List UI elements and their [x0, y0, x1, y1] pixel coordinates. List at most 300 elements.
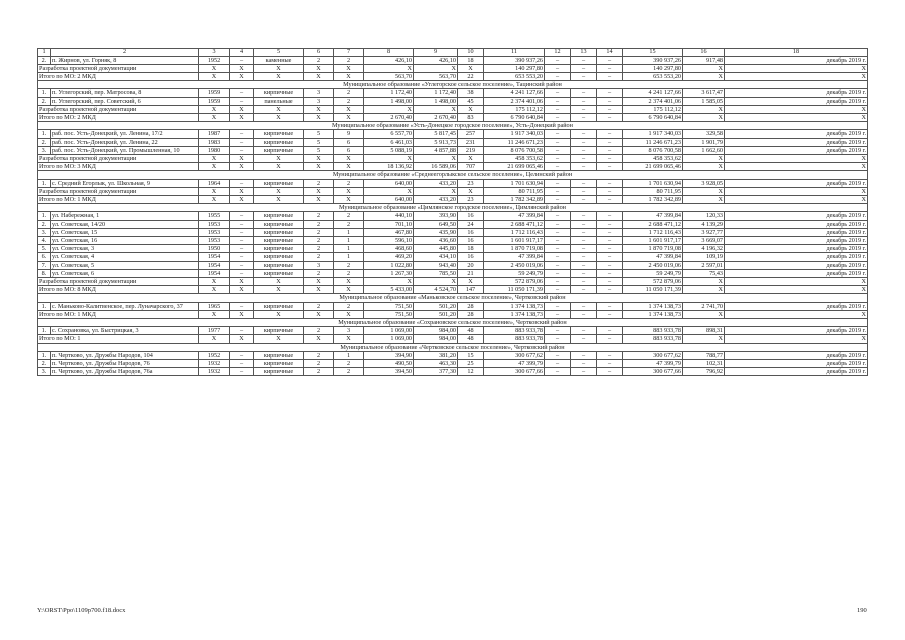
table-cell: X — [334, 286, 364, 294]
table-cell: 440,10 — [364, 212, 414, 220]
table-cell: – — [230, 269, 254, 277]
table-cell: 3 927,77 — [683, 228, 725, 236]
table-cell: ул. Советская, 5 — [51, 261, 199, 269]
table-cell: 2 670,40 — [414, 113, 458, 121]
table-cell: ул. Советская, 15 — [51, 228, 199, 236]
table-cell: – — [545, 163, 571, 171]
table-cell: X — [199, 195, 230, 203]
table-cell: 640,00 — [364, 179, 414, 187]
table-cell: X — [458, 64, 484, 72]
table-cell: X — [683, 335, 725, 343]
table-cell: 390 937,26 — [484, 56, 545, 64]
table-cell: – — [545, 56, 571, 64]
table-cell: 16 589,06 — [414, 163, 458, 171]
column-number: 15 — [623, 49, 683, 57]
table-cell: 47 399,79 — [623, 360, 683, 368]
table-cell: X — [304, 105, 334, 113]
table-cell: 2. — [38, 138, 51, 146]
summary-row — [38, 113, 868, 121]
table-cell: с. Сохрановка, ул. Быстрицкая, 3 — [51, 327, 199, 335]
table-cell: 175 112,12 — [623, 105, 683, 113]
table-cell: – — [545, 310, 571, 318]
table-cell: X — [334, 72, 364, 80]
table-cell: X — [304, 310, 334, 318]
table-cell: X — [683, 72, 725, 80]
table-cell: – — [571, 327, 597, 335]
table-cell: декабрь 2019 г. — [725, 146, 868, 154]
table-cell: 4. — [38, 236, 51, 244]
table-cell: 1 069,00 — [364, 335, 414, 343]
table-cell: – — [571, 212, 597, 220]
table-cell: 1 069,00 — [364, 327, 414, 335]
municipality-title: Муниципальное образование «Маньковское сельское поселение», Чертковский район — [38, 294, 868, 302]
table-cell: 16 — [458, 253, 484, 261]
table-cell: – — [230, 130, 254, 138]
table-cell: 6. — [38, 253, 51, 261]
capital-repair-table — [37, 48, 867, 376]
table-cell: – — [545, 195, 571, 203]
table-cell: X — [458, 154, 484, 162]
municipality-row — [38, 294, 868, 302]
table-cell: 649,50 — [414, 220, 458, 228]
table-cell: X — [254, 72, 304, 80]
municipality-row — [38, 171, 868, 179]
table-cell: п. Чертково, ул. Дружбы Народов, 104 — [51, 351, 199, 359]
table-cell: 1 601 917,17 — [623, 236, 683, 244]
table-cell: кирпичные — [254, 138, 304, 146]
table-cell: 1. — [38, 327, 51, 335]
table-cell: панельные — [254, 97, 304, 105]
table-cell: 1. — [38, 130, 51, 138]
table-cell: п. Жирнов, ул. Горняк, 8 — [51, 56, 199, 64]
building-row — [38, 212, 868, 220]
table-cell: декабрь 2019 г. — [725, 212, 868, 220]
table-cell: 20 — [458, 261, 484, 269]
table-cell: – — [545, 130, 571, 138]
table-cell: X — [254, 105, 304, 113]
summary-row — [38, 154, 868, 162]
table-cell: 11 050 171,39 — [484, 286, 545, 294]
table-cell: – — [571, 146, 597, 154]
table-cell: 2 — [304, 327, 334, 335]
table-cell: 300 677,66 — [484, 368, 545, 376]
table-cell: кирпичные — [254, 179, 304, 187]
table-cell: X — [458, 105, 484, 113]
table-cell: 2 — [334, 97, 364, 105]
table-cell: ул. Набережная, 1 — [51, 212, 199, 220]
table-cell: – — [545, 72, 571, 80]
table-cell: – — [571, 302, 597, 310]
table-cell: X — [304, 64, 334, 72]
table-cell: 2 597,01 — [683, 261, 725, 269]
table-cell: 75,43 — [683, 269, 725, 277]
column-number-row — [38, 49, 868, 57]
table-cell: – — [545, 302, 571, 310]
table-cell: 1 — [334, 228, 364, 236]
table-cell: X — [230, 113, 254, 121]
table-cell: – — [597, 310, 623, 318]
table-cell: – — [230, 327, 254, 335]
table-cell: – — [545, 269, 571, 277]
table-cell: X — [304, 195, 334, 203]
table-cell: – — [597, 253, 623, 261]
table-cell: декабрь 2019 г. — [725, 130, 868, 138]
table-cell: – — [230, 302, 254, 310]
table-cell: декабрь 2019 г. — [725, 368, 868, 376]
table-cell: 898,31 — [683, 327, 725, 335]
table-cell: X — [683, 277, 725, 285]
table-cell: 1 498,00 — [364, 97, 414, 105]
table-cell: 468,60 — [364, 245, 414, 253]
table-cell: 2 — [304, 212, 334, 220]
table-cell: 3 617,47 — [683, 89, 725, 97]
table-cell: 300 677,62 — [623, 351, 683, 359]
table-cell: – — [597, 360, 623, 368]
table-cell: 463,30 — [414, 360, 458, 368]
table-cell: 21 699 065,46 — [623, 163, 683, 171]
table-cell: – — [597, 212, 623, 220]
table-cell: – — [545, 360, 571, 368]
table-cell: – — [545, 220, 571, 228]
table-cell: X — [725, 335, 868, 343]
table-cell: кирпичные — [254, 130, 304, 138]
table-cell: 3. — [38, 228, 51, 236]
table-cell: 1 022,80 — [364, 261, 414, 269]
table-cell: – — [230, 228, 254, 236]
column-number: 10 — [458, 49, 484, 57]
table-cell: 1 374 138,73 — [623, 310, 683, 318]
table-cell: – — [545, 351, 571, 359]
table-cell: 393,90 — [414, 212, 458, 220]
table-cell: 2 374 401,06 — [623, 97, 683, 105]
table-cell: декабрь 2019 г. — [725, 89, 868, 97]
table-cell: X — [458, 187, 484, 195]
table-cell: кирпичные — [254, 253, 304, 261]
building-row — [38, 97, 868, 105]
column-number: 11 — [484, 49, 545, 57]
table-cell: 8 076 700,58 — [623, 146, 683, 154]
table-cell: раб. пос. Усть-Донецкий, ул. Ленина, 17/2 — [51, 130, 199, 138]
municipality-row — [38, 122, 868, 130]
table-cell: – — [545, 335, 571, 343]
table-cell: декабрь 2019 г. — [725, 302, 868, 310]
table-cell: 1 — [334, 236, 364, 244]
table-cell: ул. Советская, 16 — [51, 236, 199, 244]
table-cell: – — [597, 335, 623, 343]
table-cell: 1 870 719,08 — [484, 245, 545, 253]
summary-row — [38, 335, 868, 343]
table-cell: – — [597, 195, 623, 203]
table-cell: X — [414, 105, 458, 113]
table-cell: X — [254, 163, 304, 171]
table-cell: – — [597, 163, 623, 171]
table-cell: 653 553,20 — [623, 72, 683, 80]
table-cell: X — [458, 277, 484, 285]
table-cell: 1 — [334, 245, 364, 253]
table-cell: 59 249,79 — [623, 269, 683, 277]
table-cell: X — [725, 72, 868, 80]
table-cell: 1 712 116,43 — [623, 228, 683, 236]
table-cell: X — [304, 163, 334, 171]
table-cell: X — [230, 72, 254, 80]
table-cell: 12 — [458, 368, 484, 376]
table-cell: X — [254, 187, 304, 195]
table-cell: X — [683, 187, 725, 195]
table-cell: 788,77 — [683, 351, 725, 359]
summary-row — [38, 195, 868, 203]
table-cell: X — [683, 154, 725, 162]
table-cell: – — [545, 261, 571, 269]
table-cell: 458 353,62 — [623, 154, 683, 162]
municipality-row — [38, 343, 868, 351]
table-cell: – — [597, 261, 623, 269]
table-cell: декабрь 2019 г. — [725, 253, 868, 261]
table-cell: 1 870 719,08 — [623, 245, 683, 253]
table-cell: X — [254, 286, 304, 294]
table-cell: 445,80 — [414, 245, 458, 253]
table-cell: – — [597, 351, 623, 359]
table-cell: 1952 — [199, 351, 230, 359]
table-cell: X — [304, 335, 334, 343]
table-cell: 1. — [38, 212, 51, 220]
building-row — [38, 269, 868, 277]
table-cell: кирпичные — [254, 261, 304, 269]
table-cell: 18 — [458, 56, 484, 64]
table-cell: 2 — [304, 228, 334, 236]
table-cell: X — [334, 105, 364, 113]
table-cell: 2 — [304, 245, 334, 253]
column-number: 5 — [254, 49, 304, 57]
table-cell: 640,00 — [364, 195, 414, 203]
summary-label: Итого по МО: 1 МКД — [38, 310, 199, 318]
table-cell: X — [199, 163, 230, 171]
table-cell: 3 669,07 — [683, 236, 725, 244]
table-cell: 1932 — [199, 368, 230, 376]
table-cell: – — [230, 261, 254, 269]
table-cell: 2 — [304, 269, 334, 277]
table-cell: X — [199, 310, 230, 318]
table-cell: – — [230, 212, 254, 220]
table-cell: – — [571, 228, 597, 236]
table-cell: 1 374 138,73 — [484, 310, 545, 318]
table-cell: 1. — [38, 89, 51, 97]
table-cell: – — [597, 56, 623, 64]
table-cell: 9 — [334, 130, 364, 138]
table-cell: 377,30 — [414, 368, 458, 376]
table-cell: X — [199, 154, 230, 162]
column-number: 18 — [725, 49, 868, 57]
table-cell: – — [545, 212, 571, 220]
table-cell: 1 374 138,73 — [484, 302, 545, 310]
table-cell: X — [304, 277, 334, 285]
table-cell: – — [571, 105, 597, 113]
municipality-title: Муниципальное образование «Усть-Донецкое городское поселение», Усть-Донецкий район — [38, 122, 868, 130]
table-cell: X — [414, 154, 458, 162]
table-cell: 4 241 127,66 — [623, 89, 683, 97]
table-cell: – — [571, 310, 597, 318]
table-cell: 1 374 138,73 — [623, 302, 683, 310]
table-cell: 4 857,88 — [414, 146, 458, 154]
table-cell: – — [545, 179, 571, 187]
table-cell: X — [230, 335, 254, 343]
table-cell: 2 374 401,06 — [484, 97, 545, 105]
table-cell: – — [597, 72, 623, 80]
table-cell: 2 688 471,12 — [623, 220, 683, 228]
table-cell: кирпичные — [254, 89, 304, 97]
table-cell: 501,20 — [414, 302, 458, 310]
table-cell: 5 817,45 — [414, 130, 458, 138]
column-number: 4 — [230, 49, 254, 57]
table-cell: – — [597, 245, 623, 253]
table-cell: – — [545, 368, 571, 376]
building-row — [38, 228, 868, 236]
table-cell: – — [571, 220, 597, 228]
table-cell: 1954 — [199, 253, 230, 261]
table-cell: 1987 — [199, 130, 230, 138]
table-cell: – — [571, 56, 597, 64]
table-cell: – — [571, 138, 597, 146]
table-cell: 16 — [458, 228, 484, 236]
table-cell: 11 050 171,39 — [623, 286, 683, 294]
table-cell: 1 701 630,94 — [623, 179, 683, 187]
table-cell: 219 — [458, 146, 484, 154]
table-cell: 883 933,78 — [623, 327, 683, 335]
table-cell: – — [571, 179, 597, 187]
table-cell: 501,20 — [414, 310, 458, 318]
table-cell: – — [571, 236, 597, 244]
table-cell: 1 601 917,17 — [484, 236, 545, 244]
table-cell: 3 — [304, 97, 334, 105]
table-cell: X — [414, 64, 458, 72]
table-cell: X — [230, 154, 254, 162]
table-cell: X — [230, 105, 254, 113]
table-cell: 1954 — [199, 269, 230, 277]
table-cell: 707 — [458, 163, 484, 171]
building-row — [38, 327, 868, 335]
table-cell: 2. — [38, 56, 51, 64]
table-cell: п. Чертково, ул. Дружбы Народов, 76а — [51, 368, 199, 376]
table-cell: 59 249,79 — [484, 269, 545, 277]
table-cell: – — [597, 138, 623, 146]
table-cell: 1 172,40 — [364, 89, 414, 97]
table-cell: X — [230, 187, 254, 195]
table-cell: – — [597, 236, 623, 244]
table-cell: X — [199, 72, 230, 80]
table-cell: 394,50 — [364, 368, 414, 376]
table-cell: 1955 — [199, 212, 230, 220]
table-cell: 8 076 700,58 — [484, 146, 545, 154]
table-cell: кирпичные — [254, 228, 304, 236]
table-cell: – — [571, 335, 597, 343]
municipality-title: Муниципальное образование «Цимлянское городское поселение», Цимлянский район — [38, 204, 868, 212]
table-cell: – — [597, 228, 623, 236]
table-cell: – — [545, 327, 571, 335]
table-cell: 984,00 — [414, 335, 458, 343]
table-cell: 21 699 065,46 — [484, 163, 545, 171]
table-cell: 3 — [304, 89, 334, 97]
table-cell: 701,10 — [364, 220, 414, 228]
table-cell: X — [230, 64, 254, 72]
table-cell: 1 901,79 — [683, 138, 725, 146]
table-cell: 2 — [304, 253, 334, 261]
table-cell: 596,10 — [364, 236, 414, 244]
table-cell: кирпичные — [254, 302, 304, 310]
table-cell: X — [254, 277, 304, 285]
table-cell: 48 — [458, 335, 484, 343]
table-cell: X — [683, 286, 725, 294]
table-cell: 1 782 342,89 — [623, 195, 683, 203]
table-cell: X — [364, 64, 414, 72]
table-cell: – — [230, 253, 254, 261]
column-number: 14 — [597, 49, 623, 57]
column-number: 16 — [683, 49, 725, 57]
building-row — [38, 220, 868, 228]
table-cell: 883 933,78 — [484, 327, 545, 335]
table-cell: 1965 — [199, 302, 230, 310]
table-cell: X — [304, 113, 334, 121]
table-cell: 2 — [334, 360, 364, 368]
table-cell: 943,40 — [414, 261, 458, 269]
table-cell: 490,50 — [364, 360, 414, 368]
table-cell: – — [230, 360, 254, 368]
table-cell: 1959 — [199, 89, 230, 97]
table-cell: – — [571, 89, 597, 97]
table-cell: 1950 — [199, 245, 230, 253]
table-cell: кирпичные — [254, 236, 304, 244]
table-cell: X — [683, 163, 725, 171]
table-cell: 1. — [38, 351, 51, 359]
table-cell: кирпичные — [254, 327, 304, 335]
table-cell: X — [334, 154, 364, 162]
table-cell: 2 — [304, 220, 334, 228]
table-cell: – — [571, 277, 597, 285]
building-row — [38, 236, 868, 244]
table-cell: – — [230, 179, 254, 187]
table-cell: ул. Советская, 6 — [51, 269, 199, 277]
table-cell: 563,70 — [414, 72, 458, 80]
table-cell: X — [334, 195, 364, 203]
table-cell: X — [230, 286, 254, 294]
table-cell: 467,80 — [364, 228, 414, 236]
table-cell: 2 688 471,12 — [484, 220, 545, 228]
table-cell: 257 — [458, 130, 484, 138]
summary-label: Итого по МО: 2 МКД — [38, 113, 199, 121]
table-cell: – — [545, 253, 571, 261]
table-cell: п. Углегорский, пер. Советский, 6 — [51, 97, 199, 105]
column-number: 13 — [571, 49, 597, 57]
table-cell: X — [304, 187, 334, 195]
table-cell: 80 711,95 — [484, 187, 545, 195]
table-cell: – — [545, 113, 571, 121]
table-cell: 28 — [458, 310, 484, 318]
column-number: 2 — [51, 49, 199, 57]
table-cell: кирпичные — [254, 245, 304, 253]
table-cell: 1 — [334, 351, 364, 359]
table-cell: 140 297,80 — [623, 64, 683, 72]
table-cell: 2 450 019,06 — [484, 261, 545, 269]
summary-label: Разработка проектной документации — [38, 187, 199, 195]
table-cell: X — [230, 277, 254, 285]
table-cell: 1959 — [199, 97, 230, 105]
table-cell: X — [683, 310, 725, 318]
table-cell: X — [725, 187, 868, 195]
table-cell: – — [597, 146, 623, 154]
building-row — [38, 368, 868, 376]
table-cell: X — [725, 105, 868, 113]
table-cell: X — [725, 310, 868, 318]
table-cell: 1 662,60 — [683, 146, 725, 154]
table-cell: 1 712 116,43 — [484, 228, 545, 236]
